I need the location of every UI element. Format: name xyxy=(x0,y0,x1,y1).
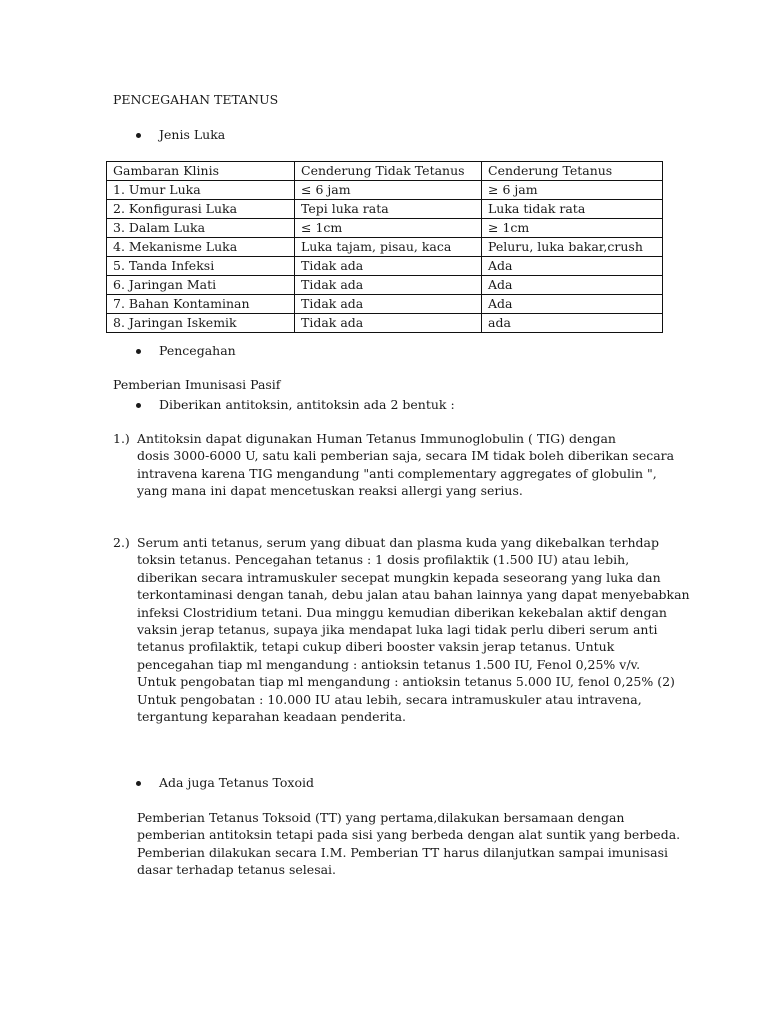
list-item-2-text xyxy=(137,534,690,725)
bullet-icon xyxy=(136,349,141,354)
document-title: PENCEGAHAN TETANUS xyxy=(113,92,279,107)
text-line: infeksi Clostridium tetani. Dua minggu kemudian diberikan kekebalan aktif dengan xyxy=(137,604,667,620)
table-cell: 8. Jaringan Iskemik xyxy=(107,314,295,333)
table-header-cell: Cenderung Tetanus xyxy=(482,162,663,181)
table-cell: 1. Umur Luka xyxy=(107,181,295,200)
bullet-pencegahan: Pencegahan xyxy=(159,343,236,358)
table-cell: 5. Tanda Infeksi xyxy=(107,257,295,276)
list-item-1-text xyxy=(137,430,616,447)
text-line: intravena karena TIG mengandung "anti complementary aggregates of globulin ", xyxy=(137,465,657,481)
table-cell: ada xyxy=(482,314,663,333)
bullet-antitoksin: Diberikan antitoksin, antitoksin ada 2 bentuk : xyxy=(159,397,455,412)
table-cell: 4. Mekanisme Luka xyxy=(107,238,295,257)
table-cell: Luka tajam, pisau, kaca xyxy=(295,238,482,257)
table-header-cell: Gambaran Klinis xyxy=(107,162,295,181)
table-row xyxy=(107,276,663,295)
table-cell: Tidak ada xyxy=(295,314,482,333)
table-row xyxy=(107,257,663,276)
table-row xyxy=(107,314,663,333)
table-header-cell: Cenderung Tidak Tetanus xyxy=(295,162,482,181)
table-cell: ≤ 6 jam xyxy=(295,181,482,200)
text-line: terkontaminasi dengan tanah, debu jalan atau bahan lainnya yang dapat menyebabkan xyxy=(137,587,690,603)
text-line: yang mana ini dapat mencetuskan reaksi allergi yang serius. xyxy=(137,483,523,499)
list-number: 2.) xyxy=(113,535,130,550)
text-line: Serum anti tetanus, serum yang dibuat dan plasma kuda yang dikebalkan terhdap xyxy=(137,535,659,550)
table-cell: Luka tidak rata xyxy=(482,200,663,219)
table-cell: Ada xyxy=(482,276,663,295)
toxoid-paragraph xyxy=(137,809,680,879)
table-header-row xyxy=(107,162,663,181)
text-line: tergantung keparahan keadaan penderita. xyxy=(137,708,407,724)
table-cell: Ada xyxy=(482,295,663,314)
table-row xyxy=(107,295,663,314)
text-line: toksin tetanus. Pencegahan tetanus : 1 dosis profilaktik (1.500 IU) atau lebih, xyxy=(137,552,630,568)
table-cell: 2. Konfigurasi Luka xyxy=(107,200,295,219)
text-line: pemberian antitoksin tetapi pada sisi yang berbeda dengan alat suntik yang berbeda. xyxy=(137,827,681,843)
table-cell: ≥ 1cm xyxy=(482,219,663,238)
wound-table xyxy=(106,161,663,333)
text-line: Untuk pengobatan : 10.000 IU atau lebih, secara intramuskuler atau intravena, xyxy=(137,691,642,707)
text-line: Pemberian Tetanus Toksoid (TT) yang pertama,dilakukan bersamaan dengan xyxy=(137,810,625,825)
table-row xyxy=(107,219,663,238)
table-cell: 3. Dalam Luka xyxy=(107,219,295,238)
list-item-1-continuation xyxy=(137,447,674,499)
text-line: dosis 3000-6000 U, satu kali pemberian saja, secara IM tidak boleh diberikan secara xyxy=(137,448,675,464)
table-cell: Tidak ada xyxy=(295,257,482,276)
table-cell: Ada xyxy=(482,257,663,276)
table-row xyxy=(107,181,663,200)
table-cell: 6. Jaringan Mati xyxy=(107,276,295,295)
list-number: 1.) xyxy=(113,431,130,446)
text-line: tetanus profilaktik, tetapi cukup diberi booster vaksin jerap tetanus. Untuk xyxy=(137,639,615,655)
text-line: Antitoksin dapat digunakan Human Tetanus Immunoglobulin ( TIG) dengan xyxy=(137,431,616,446)
table-cell: Tepi luka rata xyxy=(295,200,482,219)
text-line: vaksin jerap tetanus, supaya jika mendapat luka lagi tidak perlu diberi serum anti xyxy=(137,621,658,637)
bullet-jenis-luka: Jenis Luka xyxy=(159,127,226,142)
text-line: Untuk pengobatan tiap ml mengandung : antioksin tetanus 5.000 IU, fenol 0,25% (2) xyxy=(137,674,675,690)
table-cell: 7. Bahan Kontaminan xyxy=(107,295,295,314)
table-cell: Tidak ada xyxy=(295,295,482,314)
table-row xyxy=(107,238,663,257)
table-cell: ≤ 1cm xyxy=(295,219,482,238)
text-line: Pemberian dilakukan secara I.M. Pemberian TT harus dilanjutkan sampai imunisasi xyxy=(137,844,669,860)
table-cell: Tidak ada xyxy=(295,276,482,295)
table-row xyxy=(107,200,663,219)
bullet-icon xyxy=(136,403,141,408)
subheading-imunisasi-pasif: Pemberian Imunisasi Pasif xyxy=(113,377,281,392)
table-cell: Peluru, luka bakar,crush xyxy=(482,238,663,257)
bullet-icon xyxy=(136,781,141,786)
bullet-icon xyxy=(136,133,141,138)
text-line: diberikan secara intramuskuler secepat mungkin kepada seseorang yang luka dan xyxy=(137,569,661,585)
text-line: dasar terhadap tetanus selesai. xyxy=(137,862,337,878)
text-line: pencegahan tiap ml mengandung : antioksin tetanus 1.500 IU, Fenol 0,25% v/v. xyxy=(137,656,641,672)
table-cell: ≥ 6 jam xyxy=(482,181,663,200)
bullet-tetanus-toxoid: Ada juga Tetanus Toxoid xyxy=(159,775,315,790)
